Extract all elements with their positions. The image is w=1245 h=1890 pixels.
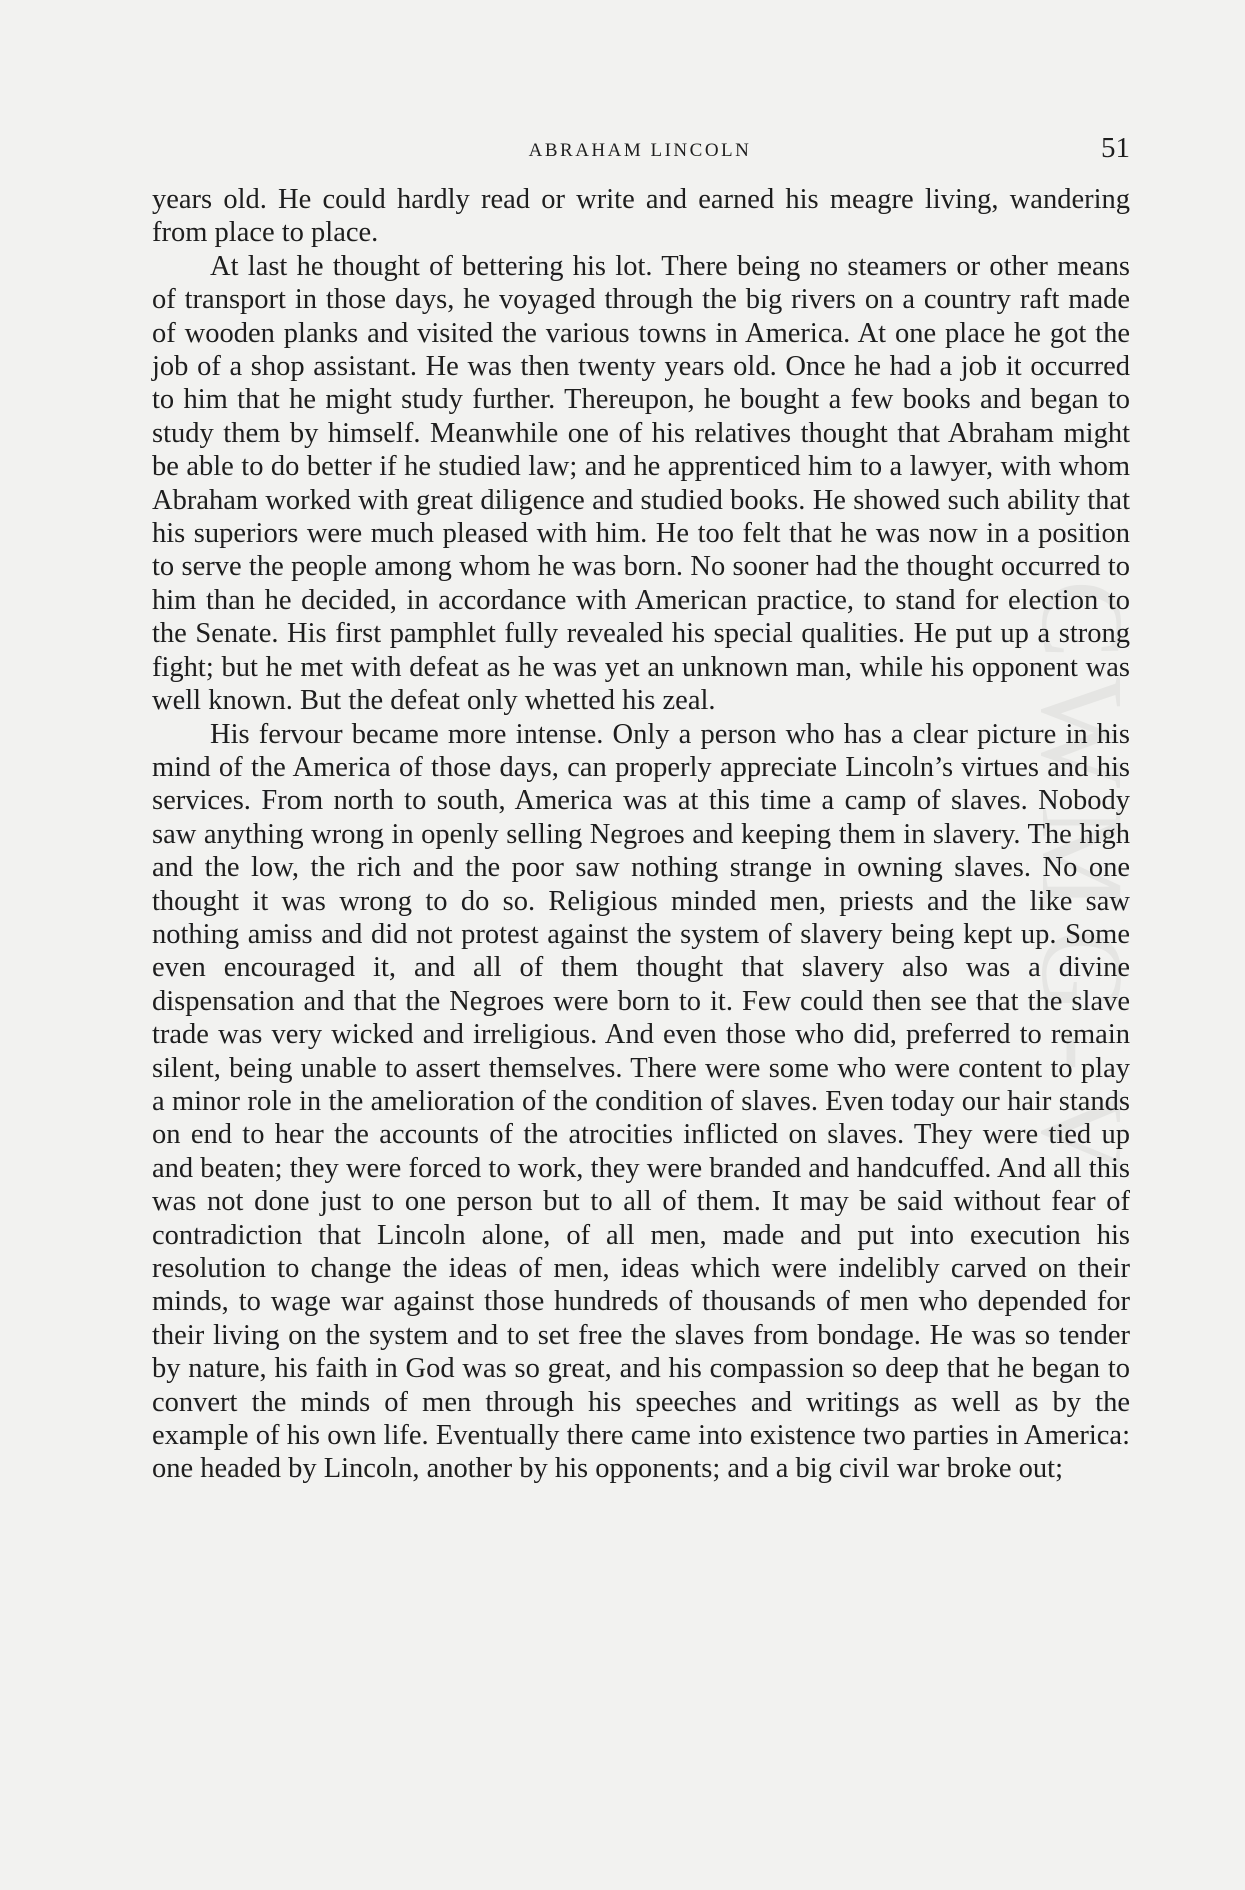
page-number: 51: [1101, 132, 1130, 164]
watermark-text: CWMG-V: [1017, 580, 1148, 1193]
running-title: ABRAHAM LINCOLN: [528, 140, 752, 161]
body-text: [152, 183, 1130, 1486]
running-header: [150, 132, 1130, 172]
paragraph-fervour: His fervour became more intense. Only a person who has a clear picture in his mind of the America of those days, can properly appreciate Lincoln’s virtues and his services. From north to south, America was at this time a camp of slaves. Nobody saw anything wrong in openly selling Negroes and keeping them in slavery. The high and the low, the rich and the poor saw nothing strange in owning slaves. No one thought it was wrong to do so. Religious minded men, priests and the like saw nothing amiss and did not protest against the system of slavery being kept up. Some even encouraged it, and all of them thought that slavery also was a divine dispensation and that the Negroes were born to it. Few could then see that the slave trade was very wicked and irreligious. And even those who did, preferred to remain silent, being unable to assert themselves. There were some who were content to play a minor role in the amelioration of the condition of slaves. Even today our hair stands on end to hear the accounts of the atrocities inflicted on slaves. They were tied up and beaten; they were forced to work, they were branded and handcuffed. And all this was not done just to one person but to all of them. It may be said without fear of contradiction that Lincoln alone, of all men, made and put into execution his resolution to change the ideas of men, ideas which were indelibly carved on their minds, to wage war against those hundreds of thousands of men who depended for their living on the system and to set free the slaves from bondage. He was so tender by nature, his faith in God was so great, and his compassion so deep that he began to convert the minds of men through his speeches and writings as well as by the example of his own life. Eventually there came into existence two parties in America: one headed by Lincoln, another by his opponents; and a big civil war broke out;: [152, 718, 1130, 1485]
paragraph-bettering-lot: At last he thought of bettering his lot. There being no steamers or other means of transport in those days, he voyaged through the big rivers on a country raft made of wooden planks and visited the various towns in America. At one place he got the job of a shop assistant. He was then twenty years old. Once he had a job it occurred to him that he might study further. Thereupon, he bought a few books and began to study them by himself. Meanwhile one of his relatives thought that Abraham might be able to do better if he studied law; and he apprenticed him to a lawyer, with whom Abraham worked with great diligence and studied books. He showed such ability that his superiors were much pleased with him. He too felt that he was now in a position to serve the people among whom he was born. No sooner had the thought occurred to him than he decided, in accordance with American practice, to stand for election to the Senate. His first pamphlet fully revealed his special qualities. He put up a strong fight; but he met with defeat as he was yet an unknown man, while his opponent was well known. But the defeat only whetted his zeal.: [152, 250, 1130, 717]
paragraph-continued: years old. He could hardly read or write and earned his meagre living, wandering from place to place.: [152, 184, 1130, 249]
